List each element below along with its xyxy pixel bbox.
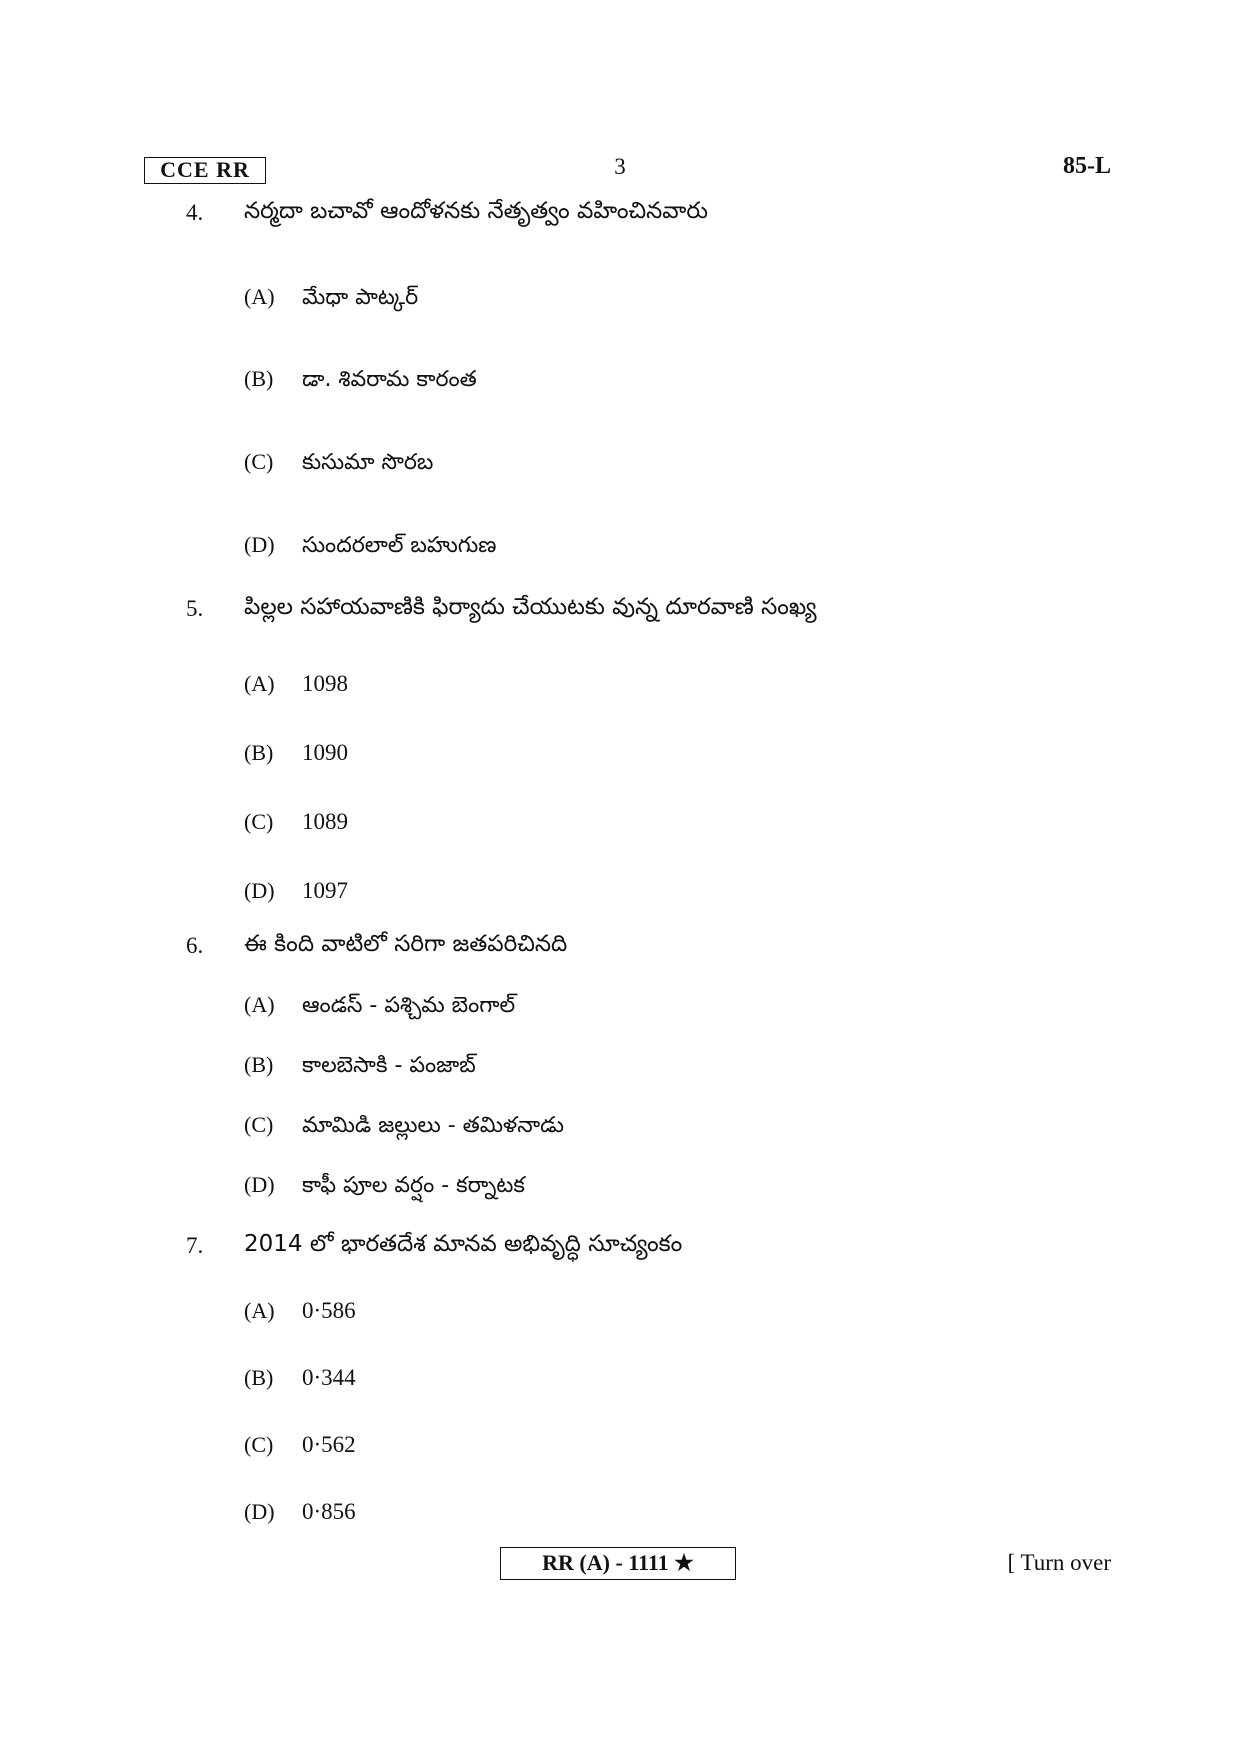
option-text: ఆండస్ - పశ్చిమ బెంగాల్ [302,993,516,1018]
option-text: కాలబెసాకి - పంజాబ్ [302,1053,476,1078]
option-letter: (C) [244,449,274,474]
question-7-option-c [244,1432,356,1458]
option-text: 0·344 [302,1365,356,1390]
question-6-option-a [244,992,515,1023]
option-text: 1097 [302,878,348,903]
option-text: మామిడి జల్లులు - తమిళనాడు [302,1113,564,1138]
option-text: కుసుమా సొరబ [302,450,434,475]
question-6-option-d [244,1172,525,1203]
option-text: 1089 [302,809,348,834]
option-letter: (C) [244,809,274,834]
option-text: 0·856 [302,1499,356,1524]
question-7-option-d [244,1499,356,1525]
question-6-number: 6. [186,933,204,958]
question-6-text: ఈ కింది వాటిలో సరిగా జతపరిచినది [244,931,568,957]
question-5-text: పిల్లల సహాయవాణికి ఫిర్యాదు చేయుటకు వున్న దూరవాణి సంఖ్య [244,594,817,620]
option-text: మేధా పాట్కర్ [302,285,419,310]
question-5-option-c [244,809,348,835]
option-letter: (B) [244,366,274,391]
option-letter: (D) [244,878,275,903]
question-4-text: నర్మదా బచావో ఆందోళనకు నేతృత్వం వహించినవారు [244,198,709,224]
paper-code: 85-L [1063,153,1111,179]
option-letter: (B) [244,1365,274,1390]
option-letter: (A) [244,1298,275,1323]
question-6-option-c [244,1112,564,1143]
option-letter: (B) [244,1052,274,1077]
question-4-option-d [244,532,496,563]
option-text: 0·562 [302,1432,356,1457]
page-number: 3 [614,154,626,179]
option-letter: (C) [244,1432,274,1457]
question-5-number: 5. [186,596,204,621]
option-text: 1090 [302,740,348,765]
option-text: కాఫీ పూల వర్షం - కర్నాటక [302,1173,525,1198]
question-7-number: 7. [186,1233,204,1258]
option-letter: (D) [244,532,275,557]
option-letter: (B) [244,740,274,765]
question-5-option-a [244,671,348,697]
header-code-box: CCE RR [144,157,266,184]
option-text: 1098 [302,671,348,696]
option-letter: (D) [244,1172,275,1197]
question-7-text: 2014 లో భారతదేశ మానవ అభివృద్ధి సూచ్యంకం [244,1231,683,1257]
question-4-option-a [244,284,418,315]
footer-code-box: RR (A) - 1111 ★ [500,1547,736,1580]
question-6-option-b [244,1052,476,1083]
option-letter: (A) [244,992,275,1017]
option-letter: (C) [244,1112,274,1137]
option-letter: (A) [244,671,275,696]
question-5-option-d [244,878,348,904]
question-4-option-c [244,449,433,480]
turn-over-label: [ Turn over [1007,1550,1111,1575]
option-text: సుందరలాల్ బహుగుణ [302,533,497,558]
option-text: 0·586 [302,1298,356,1323]
question-4-number: 4. [186,200,204,225]
question-5-option-b [244,740,348,766]
option-text: డా. శివరామ కారంత [302,367,477,392]
question-4-option-b [244,366,477,397]
option-letter: (D) [244,1499,275,1524]
option-letter: (A) [244,284,275,309]
question-7-option-a [244,1298,356,1324]
question-7-option-b [244,1365,356,1391]
